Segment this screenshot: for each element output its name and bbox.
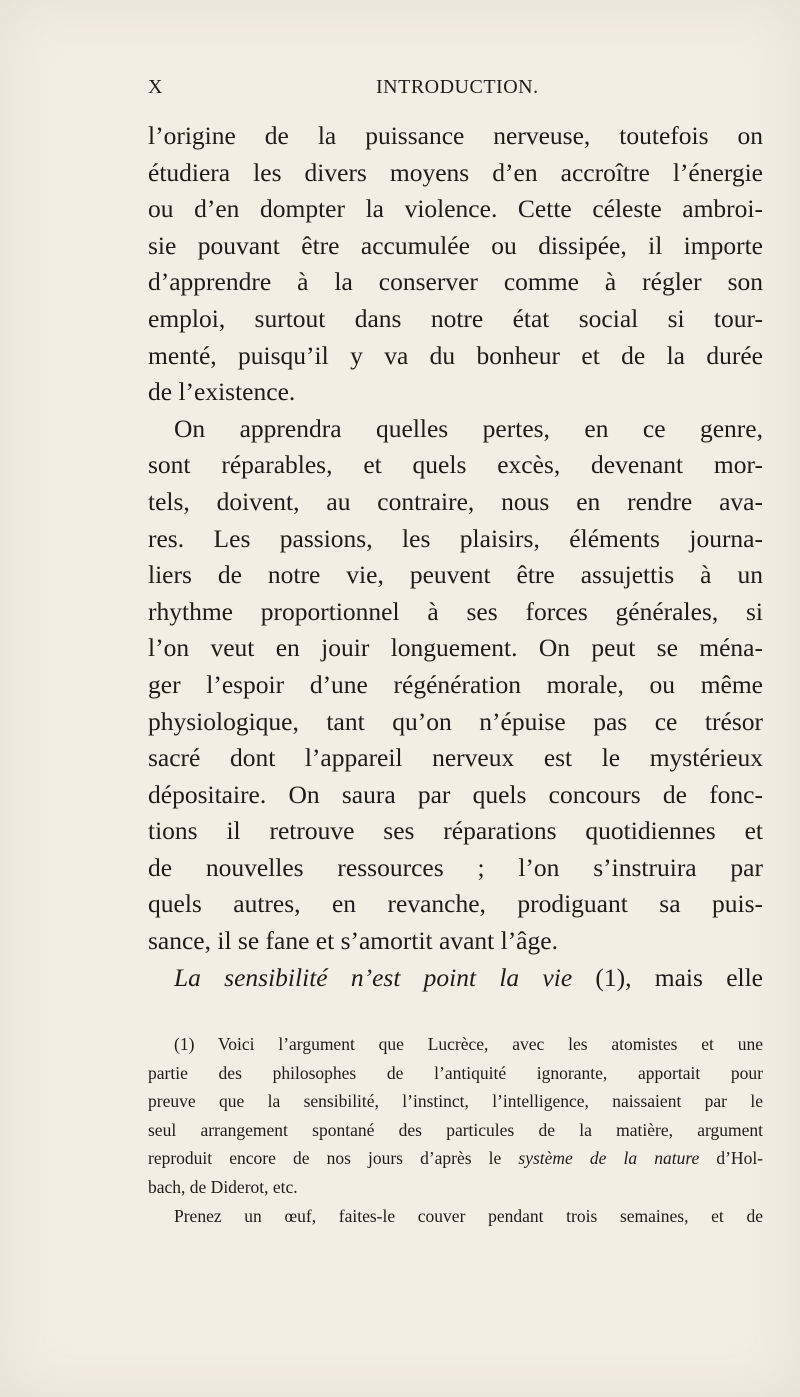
text-line: de l’existence. bbox=[148, 377, 296, 407]
italic-title: système de la nature bbox=[518, 1148, 700, 1169]
text-line: res. Les passions, les plaisirs, éléments journa- bbox=[148, 523, 763, 553]
text-line: l’origine de la puissance nerveuse, toutefois on bbox=[148, 121, 763, 150]
text-line: tions il retrouve ses réparations quotidiennes et bbox=[148, 816, 763, 846]
footnote-line: seul arrangement spontané des particules de la matière, argument bbox=[148, 1119, 763, 1140]
text-line: sacré dont l’appareil nerveux est le mystérieux bbox=[148, 743, 763, 773]
running-head: INTRODUCTION. bbox=[376, 76, 539, 98]
text-fragment: reproduit encore de nos jours d’après le bbox=[148, 1148, 519, 1169]
text-line: quels autres, en revanche, prodiguant sa puis- bbox=[148, 889, 763, 919]
text-line: physiologique, tant qu’on n’épuise pas ce trésor bbox=[148, 706, 763, 736]
page-number: X bbox=[148, 76, 163, 98]
text-line: menté, puisqu’il y va du bonheur et de la durée bbox=[148, 340, 763, 370]
text-line: liers de notre vie, peuvent être assujettis à un bbox=[148, 560, 763, 590]
footnote-line: Prenez un œuf, faites-le couver pendant trois semaines, et de bbox=[174, 1205, 763, 1226]
text-line: sont réparables, et quels excès, devenant mor- bbox=[148, 450, 763, 480]
text-line: ger l’espoir d’une régénération morale, ou même bbox=[148, 669, 763, 699]
italic-phrase: La sensibilité n’est point la vie bbox=[174, 962, 573, 992]
footnote-line: partie des philosophes de l’antiquité ignorante, apportait pour bbox=[148, 1062, 763, 1083]
text-line: On apprendra quelles pertes, en ce genre, bbox=[174, 413, 763, 443]
text-line: de nouvelles ressources ; l’on s’instruira par bbox=[148, 852, 763, 882]
text-line: étudiera les divers moyens d’en accroître l’énergie bbox=[148, 157, 763, 187]
text-fragment: (1), mais elle bbox=[572, 962, 763, 992]
text-line bbox=[148, 960, 763, 997]
text-line: l’on veut en jouir longuement. On peut se ména- bbox=[148, 633, 763, 663]
text-line: d’apprendre à la conserver comme à régler son bbox=[148, 267, 763, 297]
text-fragment: d’Hol- bbox=[699, 1148, 764, 1169]
text-line: tels, doivent, au contraire, nous en rendre ava- bbox=[148, 486, 763, 516]
footnote-line bbox=[148, 1144, 763, 1173]
text-line: sance, il se fane et s’amortit avant l’âge. bbox=[148, 926, 558, 956]
text-line: emploi, surtout dans notre état social si tour- bbox=[148, 303, 763, 333]
main-text bbox=[148, 118, 763, 996]
text-line: dépositaire. On saura par quels concours de fonc- bbox=[148, 779, 763, 809]
text-line: ou d’en dompter la violence. Cette céleste ambroi- bbox=[148, 194, 763, 224]
page-header bbox=[148, 76, 760, 102]
footnote-line: (1) Voici l’argument que Lucrèce, avec les atomistes et une bbox=[174, 1034, 763, 1054]
footnote-line: preuve que la sensibilité, l’instinct, l’intelligence, naissaient par le bbox=[148, 1091, 763, 1112]
footnotes bbox=[148, 1030, 763, 1230]
text-line: sie pouvant être accumulée ou dissipée, il importe bbox=[148, 230, 763, 260]
text-line: rhythme proportionnel à ses forces générales, si bbox=[148, 596, 763, 626]
footnote-line: bach, de Diderot, etc. bbox=[148, 1176, 298, 1197]
